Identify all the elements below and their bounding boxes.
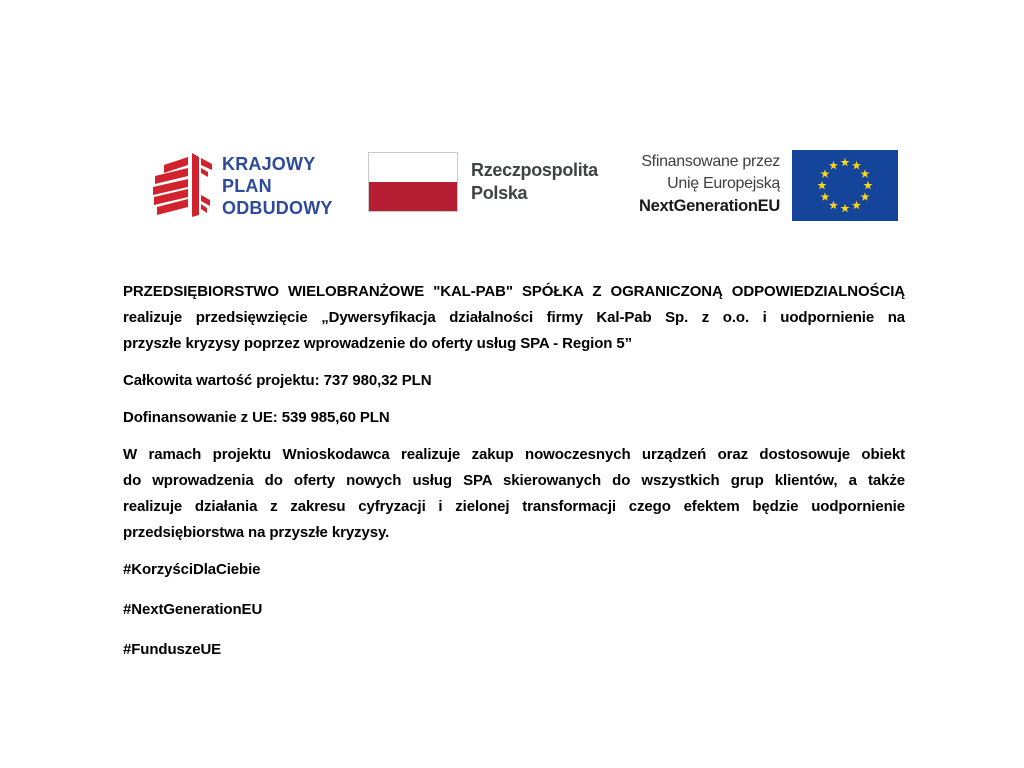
kpo-logo — [148, 151, 333, 219]
eu-funding-value: Dofinansowanie z UE: 539 985,60 PLN — [123, 409, 390, 426]
funding-logos-row — [0, 0, 1024, 240]
eu-flag-icon — [792, 150, 898, 221]
poland-logo — [368, 152, 598, 212]
title-line-2: realizuje przedsięwzięcie „Dywersyfikacja działalności firmy Kal-Pab Sp. z o.o. i uodpornienie na — [123, 309, 905, 326]
poland-logo-text — [471, 152, 598, 205]
poland-line-2: Polska — [471, 183, 528, 203]
kpo-logo-text — [222, 151, 333, 219]
poland-flag-icon — [368, 152, 458, 212]
eu-logo-text — [594, 150, 780, 217]
hashtag-nextgenerationeu: #NextGenerationEU — [123, 601, 263, 618]
project-description-block — [123, 279, 905, 677]
poland-line-1: Rzeczpospolita — [471, 160, 598, 180]
scope-line-3: realizuje działania z zakresu cyfryzacji i zielonej transformacji czego efektem będzie uodpornienie — [123, 498, 905, 515]
scope-line-1: W ramach projektu Wnioskodawca realizuje zakup nowoczesnych urządzeń oraz dostosowuje obiekt — [123, 446, 905, 463]
eu-logo — [594, 150, 898, 221]
project-scope-paragraph — [123, 442, 905, 546]
kpo-building-icon — [148, 151, 212, 217]
title-line-3: przyszłe kryzysy poprzez wprowadzenie do oferty usług SPA - Region 5” — [123, 335, 633, 352]
scope-line-4: przedsiębiorstwa na przyszłe kryzysy. — [123, 524, 390, 541]
hashtag-funduszeue: #FunduszeUE — [123, 641, 222, 658]
kpo-line-2: PLAN — [222, 176, 272, 196]
kpo-line-1: KRAJOWY — [222, 154, 316, 174]
project-title-paragraph — [123, 279, 905, 357]
kpo-line-3: ODBUDOWY — [222, 198, 333, 218]
eu-line-1: Sfinansowane przez — [641, 153, 780, 170]
eu-line-2: Unię Europejską — [667, 175, 780, 192]
hashtag-korzysci-dla-ciebie: #KorzyściDlaCiebie — [123, 561, 261, 578]
scope-line-2: do wprowadzenia do oferty nowych usług SPA skierowanych do wszystkich grup klientów, a także — [123, 472, 905, 489]
total-project-value: Całkowita wartość projektu: 737 980,32 PLN — [123, 372, 432, 389]
eu-line-bold: NextGenerationEU — [639, 197, 780, 215]
title-line-1: PRZEDSIĘBIORSTWO WIELOBRANŻOWE "KAL-PAB" SPÓŁKA Z OGRANICZONĄ ODPOWIEDZIALNOŚCIĄ — [123, 283, 905, 300]
